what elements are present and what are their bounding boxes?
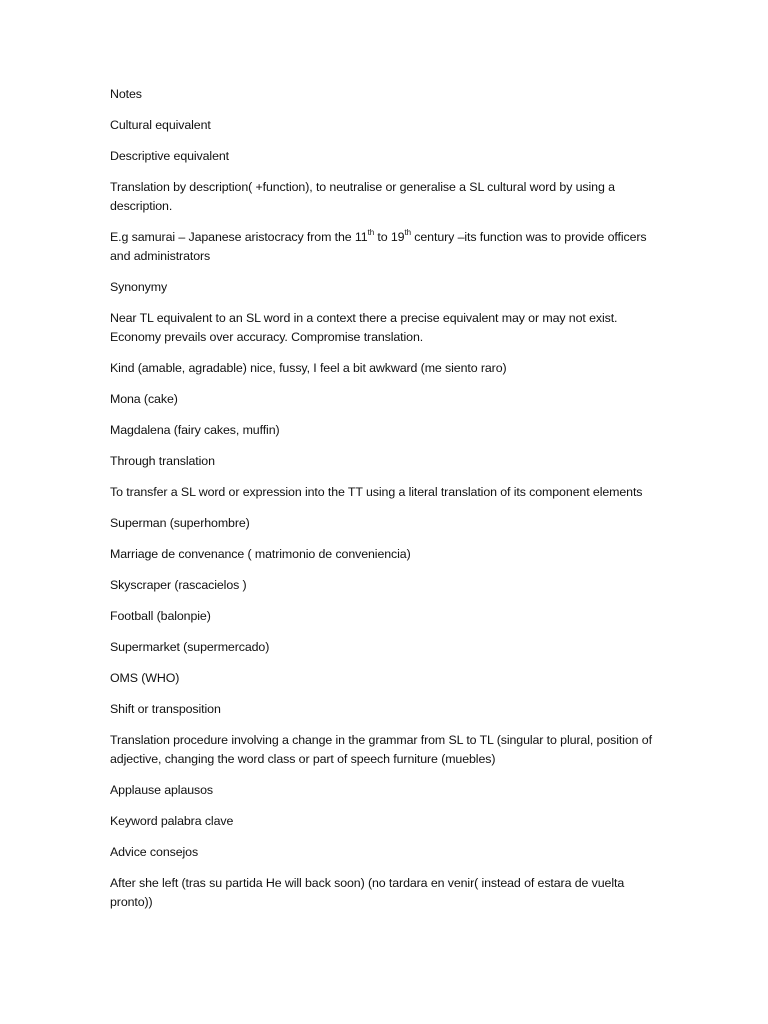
superman-example: Superman (superhombre) <box>110 516 250 530</box>
marriage-example: Marriage de convenance ( matrimonio de conveniencia) <box>110 547 411 561</box>
magdalena-example: Magdalena (fairy cakes, muffin) <box>110 423 280 437</box>
samurai-text-part-1: E.g samurai – Japanese aristocracy from the 11 <box>110 230 368 244</box>
notes-heading: Notes <box>110 87 142 101</box>
football-example: Football (balonpie) <box>110 609 211 623</box>
after-she-left-example: After she left (tras su partida He will back soon) (no tardara en venir( instead of estara de vuelta pronto)) <box>110 876 625 909</box>
descriptive-equivalent-heading: Descriptive equivalent <box>110 149 230 163</box>
cultural-equivalent-heading: Cultural equivalent <box>110 118 211 132</box>
samurai-example-paragraph <box>110 228 658 266</box>
shift-heading: Shift or transposition <box>110 702 221 716</box>
near-tl-paragraph: Near TL equivalent to an SL word in a context there a precise equivalent may or may not exist. Economy prevails over accuracy. Compromise translation. <box>110 311 618 344</box>
keyword-example: Keyword palabra clave <box>110 814 234 828</box>
to-transfer-paragraph: To transfer a SL word or expression into the TT using a literal translation of its component elements <box>110 485 643 499</box>
samurai-text-part-3: century –its function was to provide officers and administrators <box>110 230 647 263</box>
superscript-th-1: th <box>367 227 375 237</box>
document-body <box>110 85 658 924</box>
supermarket-example: Supermarket (supermercado) <box>110 640 270 654</box>
advice-example: Advice consejos <box>110 845 199 859</box>
mona-example: Mona (cake) <box>110 392 178 406</box>
oms-example: OMS (WHO) <box>110 671 180 685</box>
translation-procedure-paragraph: Translation procedure involving a change in the grammar from SL to TL (singular to plural, position of adjective, changing the word class or part of speech furniture (muebles) <box>110 733 652 766</box>
skyscraper-example: Skyscraper (rascacielos ) <box>110 578 247 592</box>
superscript-th-2: th <box>404 227 411 237</box>
kind-example: Kind (amable, agradable) nice, fussy, I feel a bit awkward (me siento raro) <box>110 361 507 375</box>
applause-example: Applause aplausos <box>110 783 214 797</box>
synonymy-heading: Synonymy <box>110 280 168 294</box>
samurai-text-part-2: to 19 <box>374 230 405 244</box>
through-translation-heading: Through translation <box>110 454 215 468</box>
translation-by-description-paragraph: Translation by description( +function), to neutralise or generalise a SL cultural word by using a description. <box>110 180 615 213</box>
